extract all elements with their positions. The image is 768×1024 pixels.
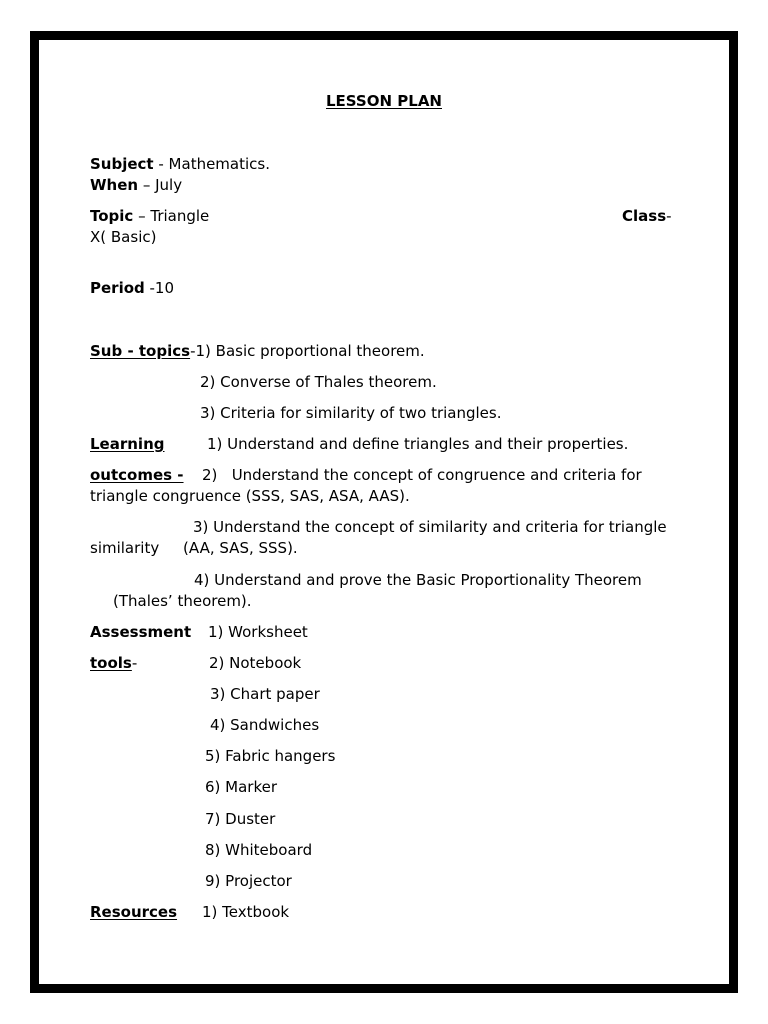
subject-line: [90, 154, 270, 175]
learning-outcome-item-cont: triangle congruence (SSS, SAS, ASA, AAS).: [90, 487, 410, 505]
learning-outcomes-label-1: Learning: [90, 435, 165, 453]
period-value: -10: [144, 279, 175, 297]
class-line: [622, 206, 672, 227]
learning-outcomes-label-2: outcomes -: [90, 466, 184, 484]
learning-outcome-item-cont: similarity (AA, SAS, SSS).: [90, 539, 298, 557]
learning-outcome-item: 4) Understand and prove the Basic Proportionality Theorem: [194, 571, 642, 589]
assessment-tool-item: 2) Notebook: [209, 654, 302, 672]
assessment-tool-item: 1) Worksheet: [208, 623, 308, 641]
topic-value: – Triangle: [133, 207, 210, 225]
resource-item: 1) Textbook: [202, 903, 290, 921]
when-label: When: [90, 176, 139, 194]
when-value: – July: [138, 176, 183, 194]
assessment-tools-label-2: tools: [90, 654, 132, 672]
learning-outcome-item-cont: (Thales’ theorem).: [113, 592, 252, 610]
assessment-tool-item: 5) Fabric hangers: [205, 747, 336, 765]
sub-topic-item: 3) Criteria for similarity of two triangles.: [200, 404, 502, 422]
assessment-tools-label-2-line: [90, 653, 137, 674]
assessment-tool-item: 4) Sandwiches: [210, 716, 320, 734]
page-title-text: LESSON PLAN: [326, 92, 442, 110]
page-title: [0, 91, 768, 112]
class-value-dash: -: [666, 207, 672, 225]
assessment-tool-item: 7) Duster: [205, 810, 276, 828]
sub-topics-label: Sub - topics: [90, 342, 191, 360]
assessment-tool-item: 8) Whiteboard: [205, 841, 313, 859]
subject-label: Subject: [90, 155, 154, 173]
assessment-tool-item: 3) Chart paper: [210, 685, 320, 703]
subject-value: - Mathematics.: [153, 155, 270, 173]
learning-outcome-item: 3) Understand the concept of similarity and criteria for triangle: [193, 518, 667, 536]
learning-outcome-item: 2) Understand the concept of congruence and criteria for: [202, 466, 642, 484]
sub-topic-item: -1) Basic proportional theorem.: [190, 342, 425, 360]
class-label: Class: [622, 207, 667, 225]
resources-label: Resources: [90, 903, 178, 921]
topic-line: [90, 206, 209, 227]
topic-label: Topic: [90, 207, 134, 225]
assessment-tool-item: 9) Projector: [205, 872, 292, 890]
period-line: [90, 278, 174, 299]
assessment-tools-label-1: Assessment: [90, 623, 192, 641]
assessment-tools-label-suffix: -: [131, 654, 138, 672]
period-label: Period: [90, 279, 145, 297]
assessment-tool-item: 6) Marker: [205, 778, 278, 796]
class-value: X( Basic): [90, 228, 157, 246]
learning-outcome-item: 1) Understand and define triangles and their properties.: [207, 435, 629, 453]
sub-topic-item: 2) Converse of Thales theorem.: [200, 373, 437, 391]
sub-topics-line-1: [90, 341, 425, 362]
when-line: [90, 175, 182, 196]
